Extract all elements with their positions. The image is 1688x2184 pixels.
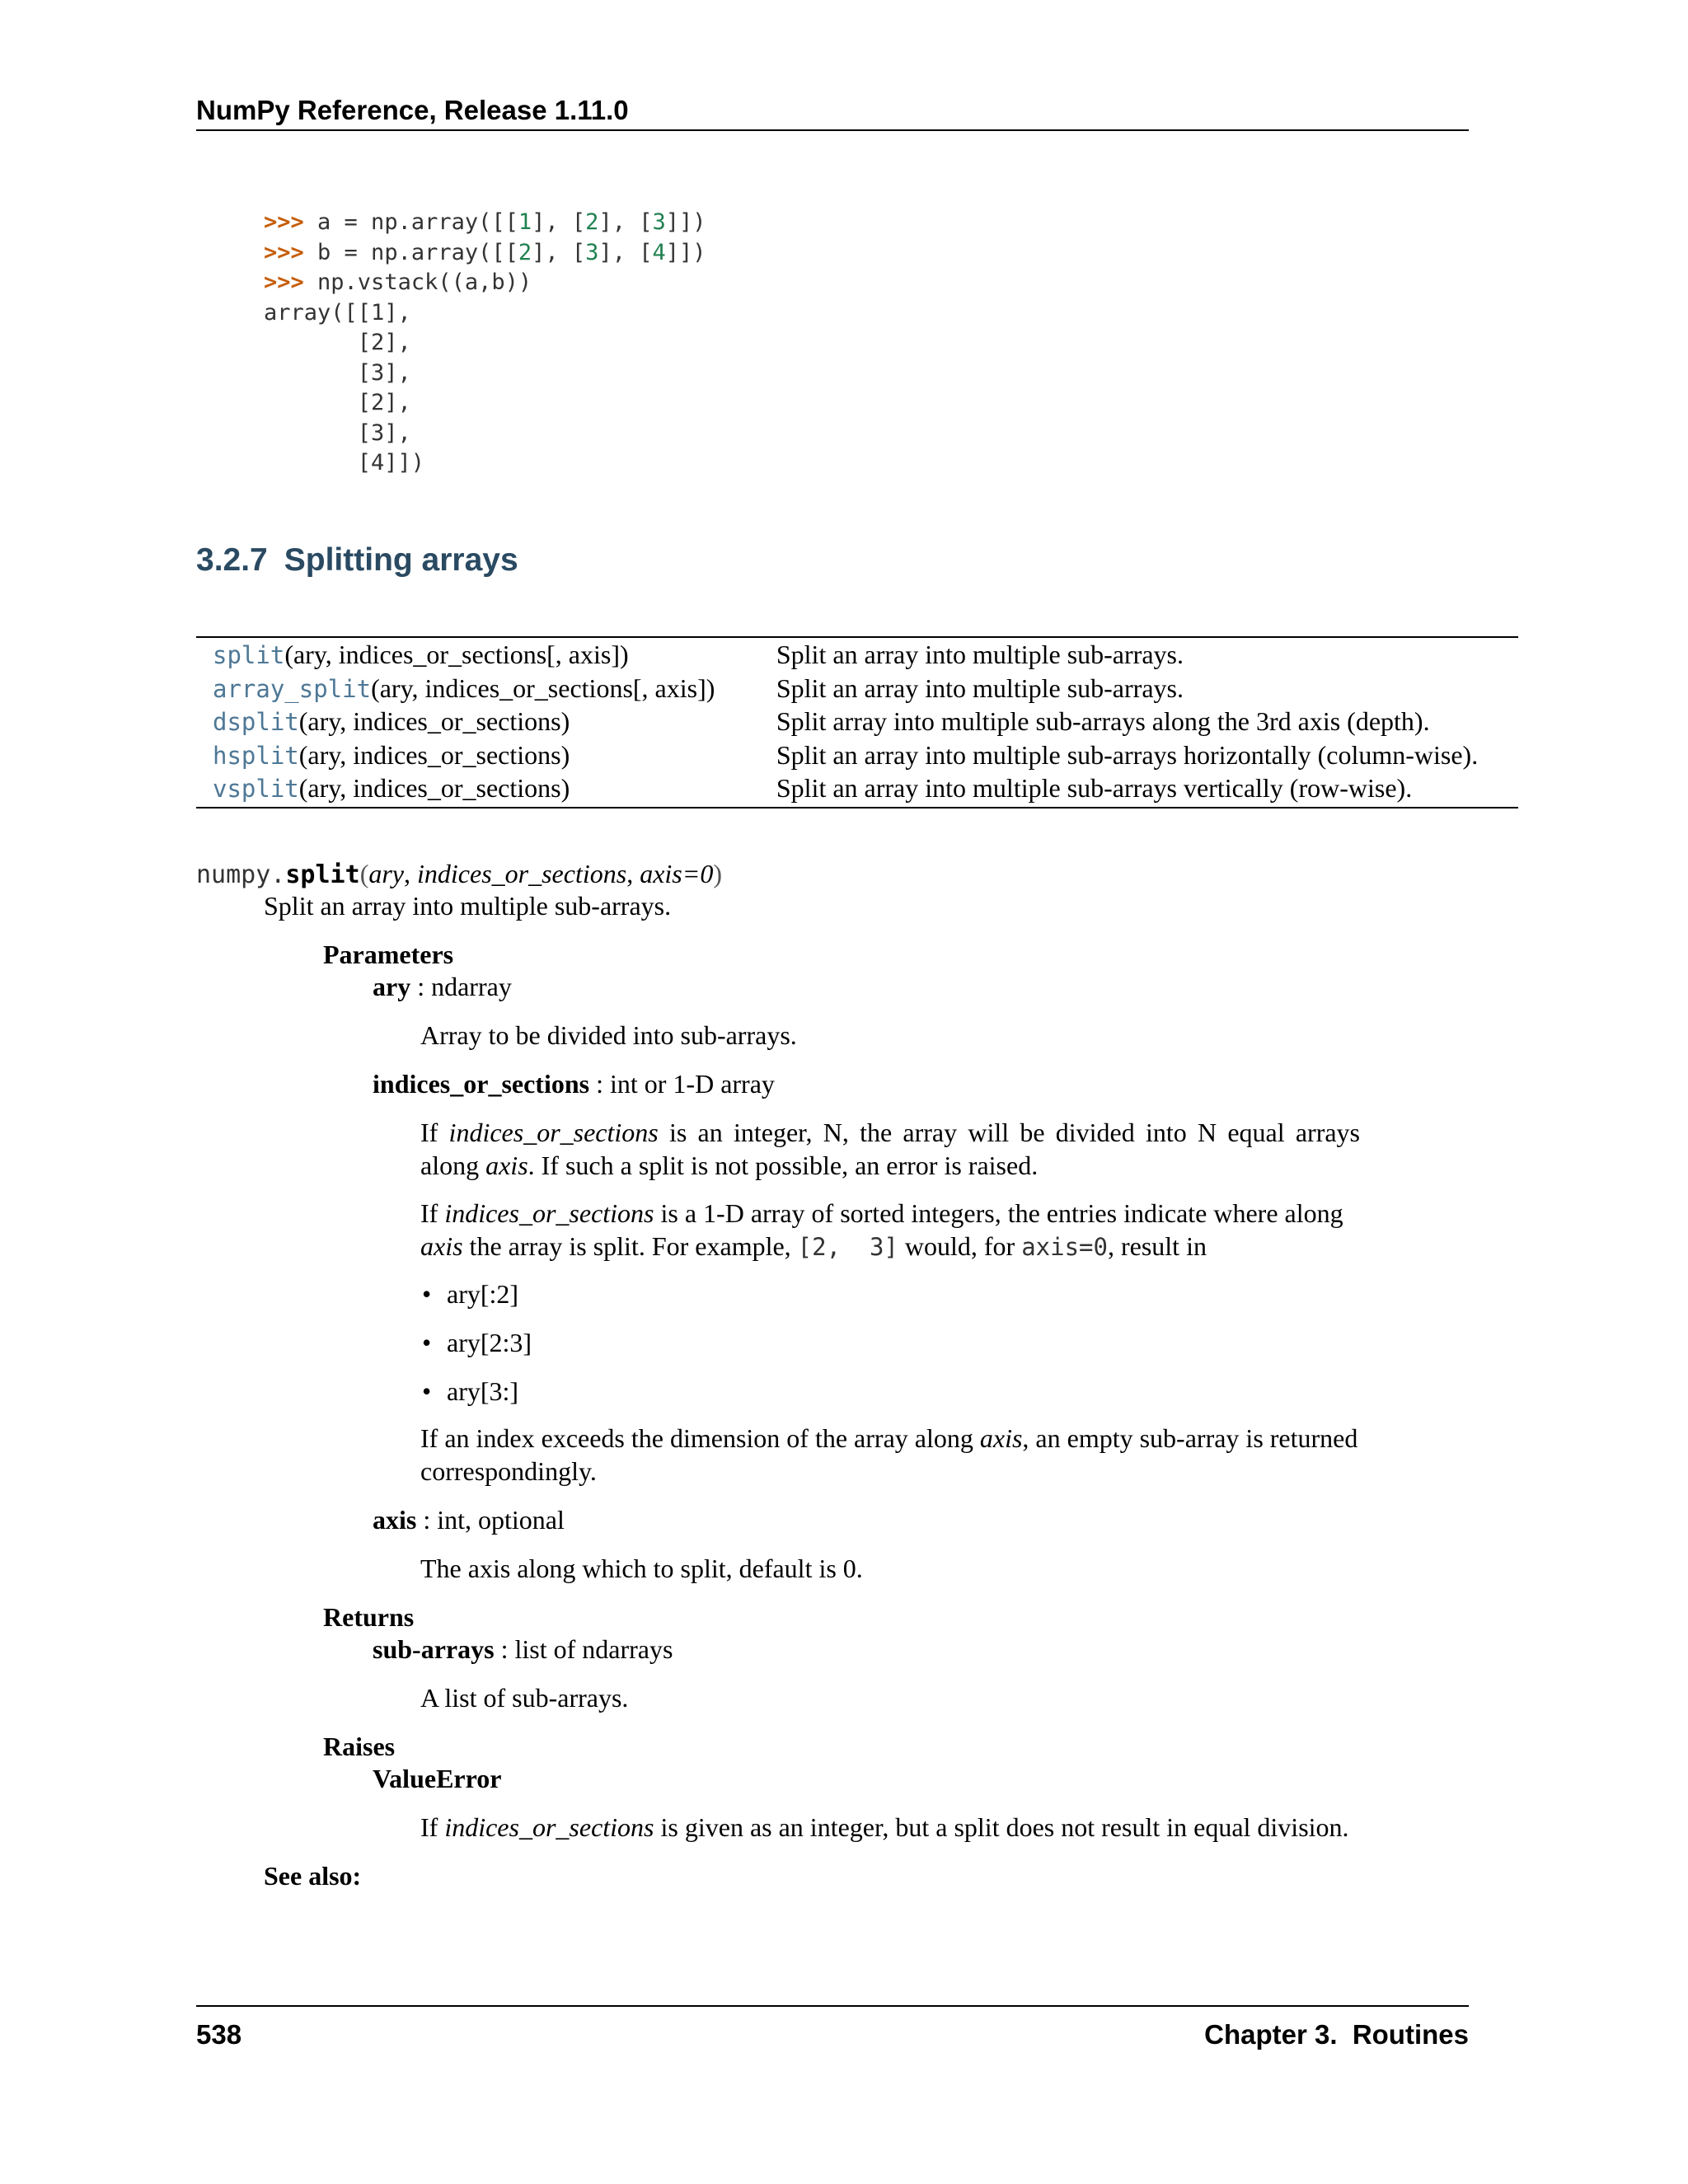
signature-paren: ( — [359, 859, 369, 888]
table-row — [196, 637, 1518, 673]
code-number: 4 — [652, 239, 666, 265]
raises-desc: If indices_or_sections is given as an integer, but a split does not result in equal division. — [420, 1812, 1349, 1842]
table-row — [196, 705, 1518, 739]
param-ary: ary — [368, 859, 404, 888]
code-line-3 — [264, 268, 706, 298]
code-prompt: >>> — [264, 209, 304, 235]
param-indices-or-sections: indices_or_sections — [417, 859, 627, 888]
routine-link-hsplit[interactable]: hsplit — [213, 741, 299, 770]
routine-cell — [196, 772, 743, 808]
code-output-line: [2], — [264, 330, 411, 355]
page-footer — [196, 2005, 1469, 2056]
code-output-line: array([[1], — [264, 299, 411, 326]
routine-args: (ary, indices_or_sections) — [298, 739, 570, 770]
header-title: NumPy Reference, Release 1.11.0 — [196, 95, 629, 125]
returns-def: sub-arrays : list of ndarrays — [373, 1634, 673, 1664]
code-number: 1 — [518, 209, 532, 235]
code-number: 3 — [652, 209, 666, 235]
code-text: ], [ — [598, 209, 653, 235]
routine-description: Split an array into multiple sub-arrays vertically (row-wise). — [776, 773, 1413, 803]
code-output-line: [3], — [264, 419, 411, 446]
code-number: 2 — [585, 209, 599, 235]
module-prefix: numpy. — [196, 860, 286, 889]
code-example — [264, 208, 706, 479]
param-ios-desc-1: If indices_or_sections is an integer, N, the array will be divided into N equal arrays along axis. If such a split is not possible, an error is raised. — [420, 1118, 1361, 1180]
list-item: • ary[2:3] — [422, 1328, 532, 1357]
page-number: 538 — [196, 2019, 242, 2050]
routine-cell — [196, 705, 743, 739]
routine-cell — [196, 739, 743, 773]
routine-cell — [196, 637, 743, 673]
signature-sep: , — [626, 859, 640, 888]
code-number: 3 — [585, 239, 599, 265]
routine-link-vsplit[interactable]: vsplit — [213, 775, 299, 803]
page-header — [196, 92, 1469, 131]
section-heading — [196, 539, 518, 582]
code-output-line: [2], — [264, 390, 411, 415]
list-item: • ary[3:] — [422, 1376, 519, 1406]
code-prompt: >>> — [264, 269, 304, 295]
routine-description: Split an array into multiple sub-arrays. — [776, 640, 1184, 669]
routine-description: Split array into multiple sub-arrays along the 3rd axis (depth). — [776, 706, 1430, 736]
code-text: ]]) — [665, 209, 706, 235]
code-output-line: [4]]) — [264, 450, 425, 476]
code-text: ], [ — [598, 239, 653, 265]
code-text: ]]) — [665, 239, 706, 265]
routine-link-array-split[interactable]: array_split — [213, 674, 372, 703]
returns-heading: Returns — [323, 1602, 415, 1632]
code-number: 2 — [518, 239, 532, 265]
routine-args: (ary, indices_or_sections[, axis]) — [371, 673, 715, 703]
chapter-title: Chapter 3. Routines — [1204, 2019, 1469, 2050]
section-number: 3.2.7 — [196, 542, 268, 578]
section-title: Splitting arrays — [284, 542, 518, 578]
list-item: • ary[:2] — [422, 1279, 519, 1309]
raises-def: ValueError — [373, 1764, 502, 1793]
routine-link-dsplit[interactable]: dsplit — [213, 708, 299, 736]
signature-paren: ) — [713, 859, 722, 888]
param-ary-def: ary : ndarray — [373, 972, 512, 1001]
code-line-1 — [264, 208, 706, 238]
signature-sep: , — [404, 859, 417, 888]
function-summary: Split an array into multiple sub-arrays. — [264, 891, 672, 921]
raises-heading: Raises — [323, 1732, 396, 1761]
code-line-2 — [264, 238, 706, 269]
code-text: b = np.array([[ — [303, 239, 518, 265]
routine-cell — [196, 673, 743, 706]
code-output-line: [3], — [264, 359, 411, 386]
param-ios-def: indices_or_sections : int or 1-D array — [373, 1069, 775, 1099]
function-name: split — [285, 860, 360, 889]
param-axis-desc: The axis along which to split, default is 0. — [420, 1554, 863, 1583]
routine-args: (ary, indices_or_sections[, axis]) — [284, 640, 629, 669]
parameters-heading: Parameters — [323, 940, 454, 969]
table-row — [196, 673, 1518, 706]
code-prompt: >>> — [264, 239, 304, 265]
param-axis: axis=0 — [640, 859, 714, 888]
table-row — [196, 772, 1518, 808]
code-text: a = np.array([[ — [303, 209, 518, 235]
see-also-heading: See also: — [264, 1861, 362, 1891]
routine-description: Split an array into multiple sub-arrays horizontally (column-wise). — [776, 739, 1479, 770]
returns-desc: A list of sub-arrays. — [420, 1683, 629, 1713]
code-text: ], [ — [532, 239, 586, 265]
function-signature — [196, 857, 722, 892]
param-axis-def: axis : int, optional — [373, 1505, 565, 1535]
routine-args: (ary, indices_or_sections) — [298, 706, 570, 736]
routine-description: Split an array into multiple sub-arrays. — [776, 673, 1184, 703]
table-row — [196, 739, 1518, 773]
param-ary-desc: Array to be divided into sub-arrays. — [420, 1020, 797, 1050]
routine-args: (ary, indices_or_sections) — [298, 773, 570, 803]
routines-summary-table — [196, 636, 1518, 808]
code-text: ], [ — [532, 209, 586, 235]
param-ios-desc-2: If indices_or_sections is a 1-D array of sorted integers, the entries indicate where along axis the array is split. For example, [2, 3] would, for axis=0, result in — [420, 1198, 1343, 1261]
param-ios-desc-3: If an index exceeds the dimension of the array along axis, an empty sub-array is returned correspondingly. — [420, 1423, 1358, 1486]
code-text: np.vstack((a,b)) — [303, 269, 532, 295]
routine-link-split[interactable]: split — [213, 641, 285, 669]
